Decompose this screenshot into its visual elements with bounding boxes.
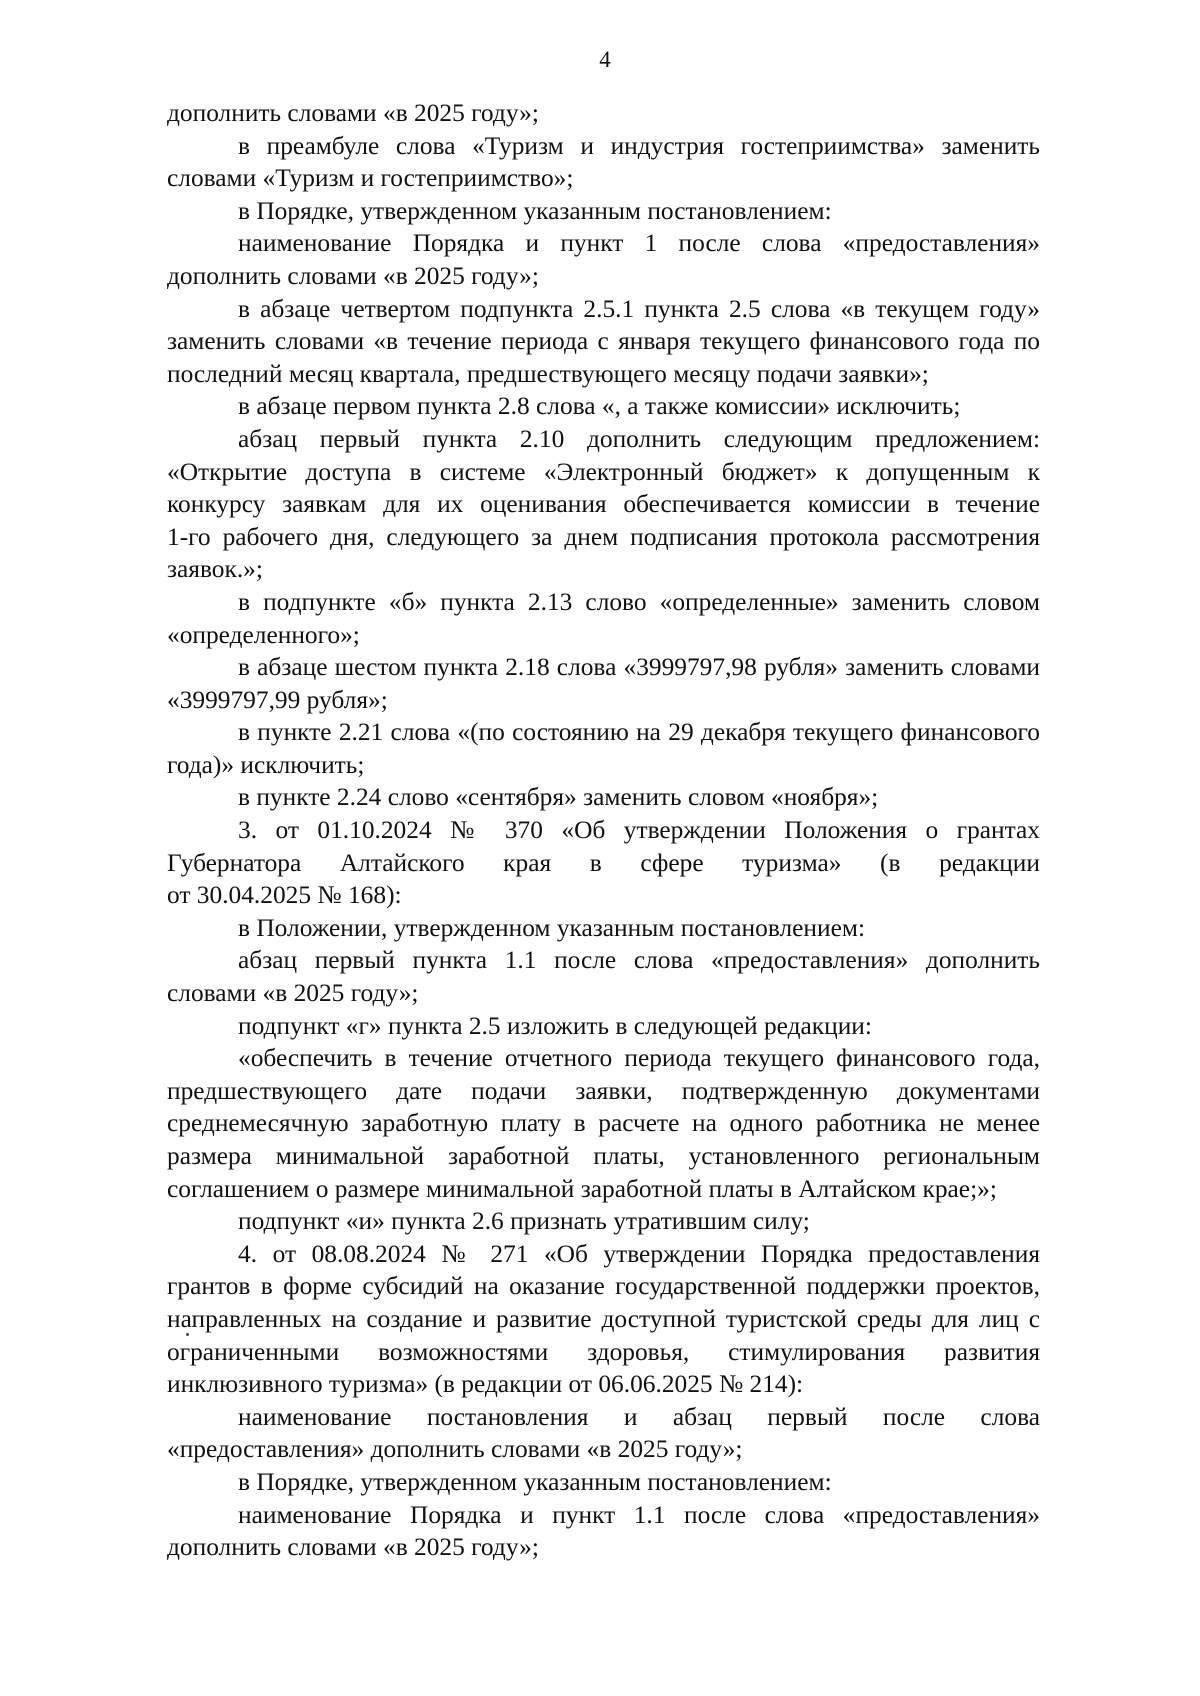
text-line: в пункте 2.24 слово «сентября» заменить словом «ноября»; [238,783,879,812]
text-line: в Порядке, утвержденном указанным постановлением: [238,1467,832,1496]
text-line: подпункт «и» пункта 2.6 признать утратившим силу; [238,1207,810,1236]
text-line: в Порядке, утвержденном указанным постановлением: [238,196,832,225]
text-line: года)» исключить; [167,750,365,779]
text-line: от 30.04.2025 № 168): [167,881,402,910]
text-line: Губернатора Алтайского края в сфере туризма» (в редакции [167,848,1040,877]
text-line: словами «в 2025 году»; [167,979,419,1008]
text-line: абзац первый пункта 2.10 дополнить следующим предложением: [238,424,1040,453]
text-line: в преамбуле слова «Туризм и индустрия гостеприимства» заменить [238,131,1040,160]
document-body [167,97,1040,1564]
text-line: конкурсу заявкам для их оценивания обеспечивается комиссии в течение [167,490,1040,519]
text-line: направленных на создание и развитие доступной туристской среды для лиц с [167,1304,1040,1333]
scan-artifact-dot [186,1333,189,1336]
text-line: подпункт «г» пункта 2.5 изложить в следующей редакции: [238,1011,872,1040]
text-line: в абзаце четвертом подпункта 2.5.1 пункта 2.5 слова «в текущем году» [238,294,1040,323]
text-line: грантов в форме субсидий на оказание государственной поддержки проектов, [167,1272,1040,1301]
text-line: дополнить словами «в 2025 году»; [167,1533,539,1562]
text-line: последний месяц квартала, предшествующего месяцу подачи заявки»; [167,359,929,388]
text-line: наименование постановления и абзац первый после слова [238,1402,1040,1431]
text-line: «3999797,99 рубля»; [167,685,388,714]
text-line: наименование Порядка и пункт 1 после слова «предоставления» [238,229,1040,258]
text-line: словами «Туризм и гостеприимство»; [167,164,574,193]
text-line: дополнить словами «в 2025 году»; [167,261,539,290]
text-line: инклюзивного туризма» (в редакции от 06.06.2025 № 214): [167,1370,804,1399]
text-line: абзац первый пункта 1.1 после слова «предоставления» дополнить [238,946,1040,975]
text-line: «определенного»; [167,620,360,649]
text-line: в абзаце шестом пункта 2.18 слова «3999797,98 рубля» заменить словами [238,653,1040,682]
text-line: заявок.»; [167,555,263,584]
text-line: в пункте 2.21 слова «(по состоянию на 29 декабря текущего финансового [238,718,1040,747]
text-line: наименование Порядка и пункт 1.1 после слова «предоставления» [238,1500,1040,1529]
text-line: «предоставления» дополнить словами «в 2025 году»; [167,1435,743,1464]
text-line: в подпункте «б» пункта 2.13 слово «определенные» заменить словом [238,587,1040,616]
text-line: среднемесячную заработную плату в расчете на одного работника не менее [167,1109,1040,1138]
text-line: ограниченными возможностями здоровья, стимулирования развития [167,1337,1040,1366]
text-line: дополнить словами «в 2025 году»; [167,99,539,127]
text-line: «обеспечить в течение отчетного периода текущего финансового года, [238,1044,1040,1073]
text-line: размера минимальной заработной платы, установленного региональным [167,1142,1040,1170]
text-line: в абзаце первом пункта 2.8 слова «, а также комиссии» исключить; [238,392,961,421]
text-line: заменить словами «в течение периода с января текущего финансового года по [167,327,1040,356]
text-line: 3. от 01.10.2024 № 370 «Об утверждении Положения о грантах [238,816,1040,845]
text-line: соглашением о размере минимальной заработной платы в Алтайском крае;»; [167,1174,997,1203]
text-line: в Положении, утвержденном указанным постановлением: [238,913,866,942]
page-number: 4 [599,47,611,72]
text-line: «Открытие доступа в системе «Электронный бюджет» к допущенным к [167,457,1040,486]
text-line: 1-го рабочего дня, следующего за днем подписания протокола рассмотрения [167,522,1040,551]
text-line: 4. от 08.08.2024 № 271 «Об утверждении Порядка предоставления [238,1239,1040,1268]
text-line: предшествующего дате подачи заявки, подтвержденную документами [167,1076,1040,1105]
